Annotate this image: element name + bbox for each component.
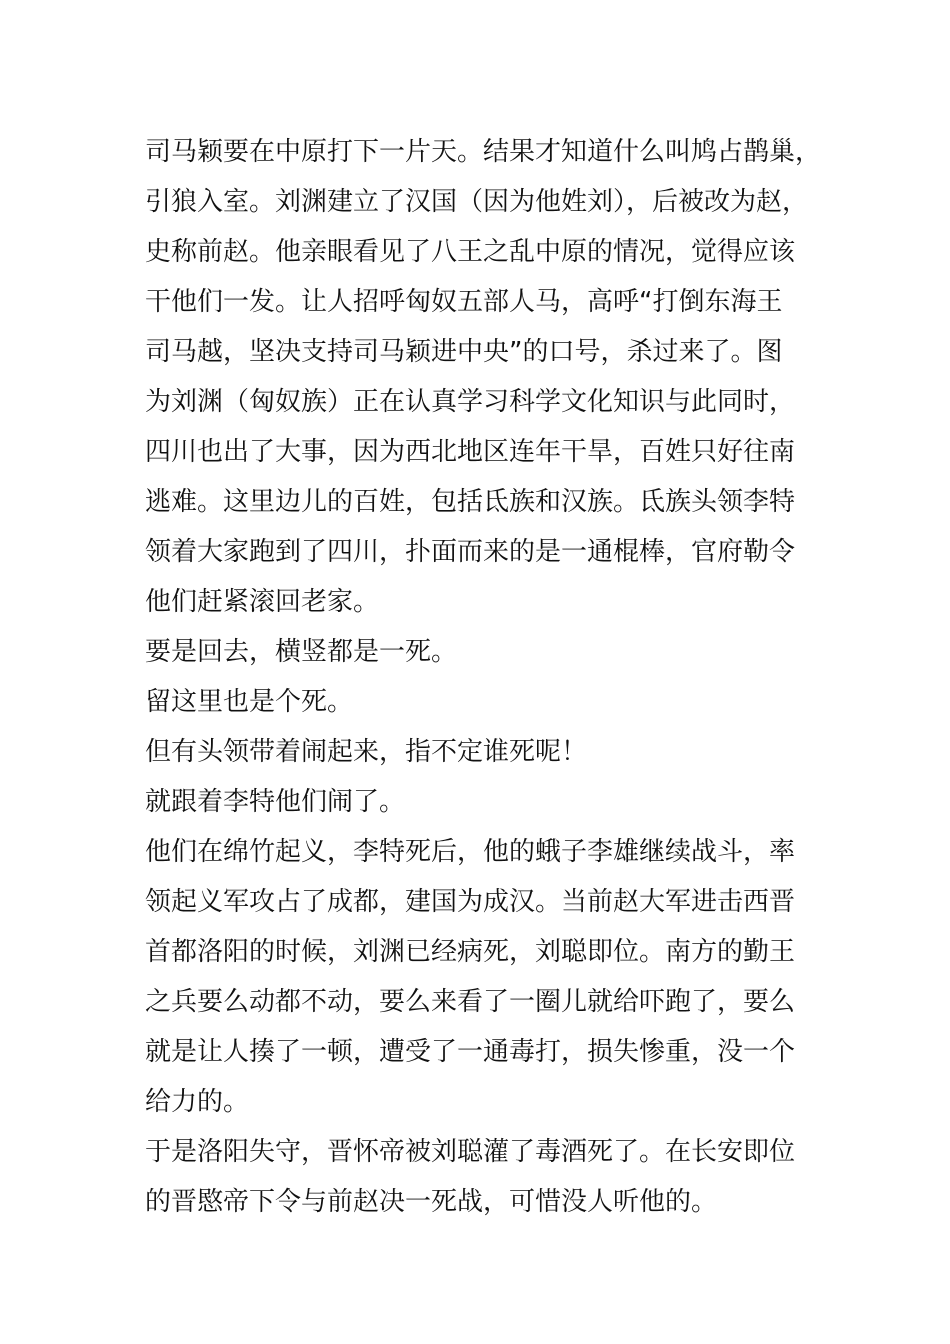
text-line: 为刘渊（匈奴族）正在认真学习科学文化知识与此同时， [145, 387, 796, 417]
text-line: 要是回去，横竖都是一死。 [145, 637, 458, 667]
text-line: 但有头领带着闹起来，指不定谁死呢！ [145, 737, 588, 767]
text-line: 史称前赵。他亲眼看见了八王之乱中原的情况，觉得应该 [145, 237, 796, 267]
text-line: 他们在绵竹起义，李特死后，他的蛾子李雄继续战斗，率 [145, 837, 796, 867]
text-line: 逃难。这里边儿的百姓，包括氐族和汉族。氐族头领李特 [145, 487, 796, 517]
text-line: 首都洛阳的时候，刘渊已经病死，刘聪即位。南方的勤王 [145, 937, 796, 967]
text-line: 于是洛阳失守，晋怀帝被刘聪灌了毒酒死了。在长安即位 [145, 1137, 796, 1167]
text-line: 引狼入室。刘渊建立了汉国（因为他姓刘），后被改为赵， [145, 187, 809, 217]
text-line: 干他们一发。让人招呼匈奴五部人马，高呼“打倒东海王 [145, 287, 783, 317]
text-line: 就是让人揍了一顿，遭受了一通毒打，损失惨重，没一个 [145, 1037, 796, 1067]
text-line: 的晋愍帝下令与前赵决一死战，可惜没人听他的。 [145, 1187, 718, 1217]
body-text [145, 127, 822, 1227]
text-line: 就跟着李特他们闹了。 [145, 787, 406, 817]
text-line: 领着大家跑到了四川，扑面而来的是一通棍棒，官府勒令 [145, 537, 796, 567]
text-line: 四川也出了大事，因为西北地区连年干旱，百姓只好往南 [145, 437, 796, 467]
text-line: 司马越，坚决支持司马颖进中央”的口号，杀过来了。图 [145, 337, 783, 367]
text-line: 给力的。 [145, 1087, 250, 1117]
text-line: 司马颖要在中原打下一片天。结果才知道什么叫鸠占鹊巢， [145, 137, 822, 167]
text-line: 领起义军攻占了成都，建国为成汉。当前赵大军进击西晋 [145, 887, 796, 917]
text-line: 留这里也是个死。 [145, 687, 354, 717]
text-line: 之兵要么动都不动，要么来看了一圈儿就给吓跑了，要么 [145, 987, 796, 1017]
text-line: 他们赶紧滚回老家。 [145, 587, 380, 617]
